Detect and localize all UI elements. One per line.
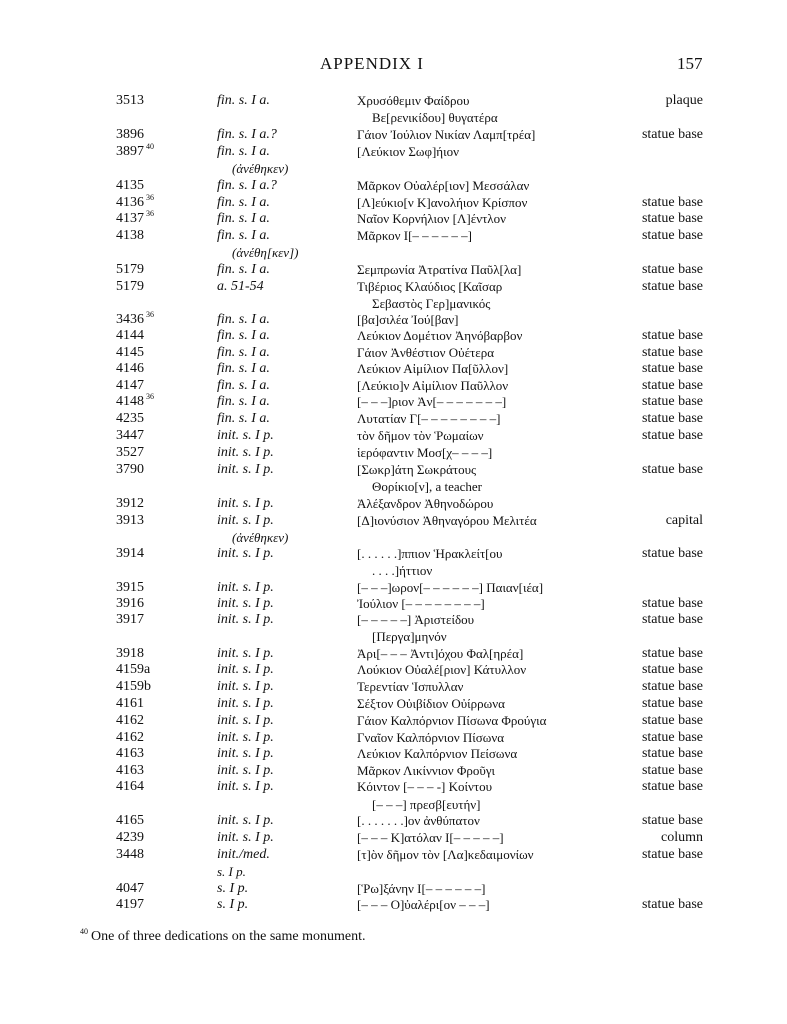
inscription-number-text: 4239: [116, 830, 144, 845]
monument-type-cell: statue base: [641, 546, 703, 561]
inscription-number: [116, 311, 154, 328]
table-row: [0, 393, 787, 410]
date-continuation: (ἀνέθηκεν): [232, 161, 289, 176]
continuation-line: [0, 562, 787, 579]
monument-type-cell: statue base: [641, 813, 703, 828]
date-cell: init. s. I p.: [217, 746, 274, 761]
greek-text-cell: [. . . . . .]ππιον Ἡρακλείτ[ου: [357, 546, 503, 561]
inscription-number: [116, 92, 144, 109]
greek-text-cell: [– – –]ωρον[– – – – – –] Παιαν[ιέα]: [357, 580, 544, 595]
table-row: [0, 712, 787, 729]
date-cell: fin. s. I a.: [217, 328, 270, 343]
inscription-number: [116, 762, 144, 779]
greek-text-cell: Ναῖον Κορνήλιον [Λ]έντλον: [357, 211, 506, 226]
inscription-number: [116, 695, 144, 712]
date-cell: init. s. I p.: [217, 462, 274, 477]
inscription-number-text: 5179: [116, 262, 144, 277]
table-row: [0, 729, 787, 746]
inscription-number-text: 4163: [116, 746, 144, 761]
monument-type-cell: statue base: [641, 612, 703, 627]
footnote-ref: 36: [146, 392, 154, 402]
inscription-number-text: 4235: [116, 411, 144, 426]
inscription-number: [116, 611, 144, 628]
greek-text-cell: Τιβέριος Κλαύδιος [Καῖσαρ: [357, 279, 503, 294]
inscription-number: [116, 444, 144, 461]
monument-type-cell: statue base: [641, 730, 703, 745]
table-row: [0, 327, 787, 344]
continuation-line: [0, 478, 787, 495]
table-row: [0, 678, 787, 695]
inscription-number: [116, 461, 144, 478]
date-cell: fin. s. I a.: [217, 394, 270, 409]
monument-type-cell: statue base: [641, 646, 703, 661]
inscription-number: [116, 729, 144, 746]
greek-text-cell: τὸν δῆμον τὸν Ῥωμαίων: [357, 428, 484, 443]
header-title: APPENDIX I: [320, 54, 424, 73]
inscription-number: [116, 812, 144, 829]
inscription-number: [116, 495, 144, 512]
date-cell: init. s. I p.: [217, 428, 274, 443]
greek-text-cell: [Σωκρ]άτη Σωκράτους: [357, 462, 477, 477]
table-row: [0, 461, 787, 478]
inscription-number-text: 4145: [116, 345, 144, 360]
inscription-number: [116, 778, 144, 795]
text-continuation: . . . .]ήττιον: [372, 563, 433, 578]
inscription-number: [116, 278, 144, 295]
footnote-ref: 36: [146, 193, 154, 203]
text-continuation: Βε[ρενικίδου] θυγατέρα: [372, 110, 498, 125]
table-row: [0, 829, 787, 846]
inscription-number-text: 3896: [116, 127, 144, 142]
inscription-number: [116, 829, 144, 846]
date-continuation: (ἀνέθηκεν): [232, 530, 289, 545]
monument-type-cell: statue base: [641, 328, 703, 343]
greek-text-cell: [– – – – –] Ἀριστείδου: [357, 612, 475, 627]
inscription-number-text: 3436: [116, 312, 144, 327]
table-row: [0, 812, 787, 829]
date-cell: init. s. I p.: [217, 596, 274, 611]
inscription-number-text: 4135: [116, 178, 144, 193]
date-cell: init. s. I p.: [217, 445, 274, 460]
date-cell: fin. s. I a.: [217, 228, 270, 243]
monument-type-cell: statue base: [641, 713, 703, 728]
continuation-line: [0, 244, 787, 261]
table-row: [0, 512, 787, 529]
inscription-number-text: 4159a: [116, 662, 151, 677]
table-row: [0, 778, 787, 795]
greek-text-cell: Λεύκιον Καλπόρνιον Πείσωνα: [357, 746, 518, 761]
inscription-number-text: 4147: [116, 378, 144, 393]
inscription-number-text: 3917: [116, 612, 144, 627]
greek-text-cell: Λεύκιον Αἰμίλιον Πα[ῦλλον]: [357, 361, 509, 376]
inscription-number-text: 3527: [116, 445, 144, 460]
inscription-number: [116, 327, 144, 344]
inscription-number-text: 3447: [116, 428, 144, 443]
inscription-number-text: 3915: [116, 580, 144, 595]
inscription-number: [116, 393, 154, 410]
monument-type-cell: statue base: [641, 127, 703, 142]
inscription-number: [116, 595, 144, 612]
date-cell: fin. s. I a.: [217, 411, 270, 426]
inscription-number-text: 4047: [116, 881, 144, 896]
inscription-number-text: 4136: [116, 195, 144, 210]
greek-text-cell: Ἰούλιον [– – – – – – – –]: [357, 596, 485, 611]
table-row: [0, 261, 787, 278]
date-cell: fin. s. I a.: [217, 345, 270, 360]
greek-text-cell: Μᾶρκον Οὐαλέρ[ιον] Μεσσάλαν: [357, 178, 530, 193]
inscription-number: [116, 261, 144, 278]
inscription-number: [116, 143, 154, 160]
monument-type-cell: statue base: [641, 211, 703, 226]
date-cell: fin. s. I a.: [217, 144, 270, 159]
table-row: [0, 745, 787, 762]
greek-text-cell: Μᾶρκον Ι[– – – – – –]: [357, 228, 472, 243]
table-row: [0, 896, 787, 913]
table-row: [0, 611, 787, 628]
date-cell: init. s. I p.: [217, 763, 274, 778]
page-number: 157: [677, 54, 703, 73]
monument-type-cell: statue base: [641, 279, 703, 294]
continuation-line: [0, 796, 787, 813]
running-header: [0, 54, 787, 76]
greek-text-cell: ἱερόφαντιν Μοσ[χ– – – –]: [357, 445, 493, 460]
date-cell: init. s. I p.: [217, 713, 274, 728]
continuation-line: [0, 863, 787, 880]
date-cell: fin. s. I a.: [217, 93, 270, 108]
table-row: [0, 444, 787, 461]
text-continuation: [– – –] πρεσβ[ευτήν]: [372, 797, 481, 812]
table-row: [0, 645, 787, 662]
inscription-number-text: 4197: [116, 897, 144, 912]
monument-type-cell: statue base: [641, 411, 703, 426]
date-cell: init. s. I p.: [217, 696, 274, 711]
inscription-number: [116, 344, 144, 361]
inscription-number-text: 4162: [116, 730, 144, 745]
inscription-number-text: 3448: [116, 847, 144, 862]
inscription-number: [116, 645, 144, 662]
monument-type-cell: statue base: [641, 378, 703, 393]
inscription-number: [116, 210, 154, 227]
date-cell: init. s. I p.: [217, 580, 274, 595]
table-row: [0, 278, 787, 295]
continuation-line: [0, 295, 787, 312]
greek-text-cell: [Ῥω]ξάνην Ι[– – – – – –]: [357, 881, 486, 896]
inscription-number-text: 3914: [116, 546, 144, 561]
date-cell: fin. s. I a.: [217, 211, 270, 226]
inscription-number-text: 3912: [116, 496, 144, 511]
inscription-number-text: 4164: [116, 779, 144, 794]
date-cell: fin. s. I a.: [217, 378, 270, 393]
date-continuation: (ἀνέθη[κεν]): [232, 245, 299, 260]
date-cell: init./med.: [217, 847, 270, 862]
greek-text-cell: Μᾶρκον Λικίννιον Φροῦγι: [357, 763, 496, 778]
date-cell: fin. s. I a.: [217, 361, 270, 376]
table-row: [0, 880, 787, 897]
footnote-text: One of three dedications on the same monument.: [91, 929, 366, 944]
greek-text-cell: Κόιντον [– – – -] Κοίντου: [357, 779, 493, 794]
inscription-number-text: 4162: [116, 713, 144, 728]
table-row: [0, 595, 787, 612]
table-row: [0, 661, 787, 678]
table-row: [0, 579, 787, 596]
inscription-number-text: 5179: [116, 279, 144, 294]
text-continuation: Θορίκιο[ν], a teacher: [372, 479, 482, 494]
monument-type-cell: statue base: [641, 462, 703, 477]
inscription-number-text: 4159b: [116, 679, 151, 694]
date-cell: s. I p.: [217, 881, 249, 896]
monument-type-cell: statue base: [641, 662, 703, 677]
monument-type-cell: statue base: [641, 361, 703, 376]
greek-text-cell: Λυτατίαν Γ[– – – – – – – –]: [357, 411, 501, 426]
table-row: [0, 126, 787, 143]
inscription-number-text: 3897: [116, 144, 144, 159]
greek-text-cell: Σεμπρωνία Ἀτρατίνα Παῦλ[λα]: [357, 262, 522, 277]
date-cell: init. s. I p.: [217, 612, 274, 627]
inscription-number: [116, 661, 150, 678]
date-cell: fin. s. I a.: [217, 262, 270, 277]
monument-type-cell: statue base: [641, 596, 703, 611]
greek-text-cell: Λεύκιον Δομέτιον Ἀηνόβαρβον: [357, 328, 523, 343]
monument-type-cell: statue base: [641, 428, 703, 443]
inscription-number: [116, 712, 144, 729]
date-cell: a. 51-54: [217, 279, 264, 294]
table-row: [0, 545, 787, 562]
greek-text-cell: [τ]ὸν δῆμον τὸν [Λα]κεδαιμονίων: [357, 847, 534, 862]
table-row: [0, 194, 787, 211]
continuation-line: [0, 109, 787, 126]
monument-type-cell: statue base: [641, 779, 703, 794]
table-row: [0, 92, 787, 109]
inscription-number-text: 3918: [116, 646, 144, 661]
date-cell: fin. s. I a.?: [217, 178, 277, 193]
footnote-ref: 36: [146, 310, 154, 320]
date-cell: s. I p.: [217, 897, 249, 912]
date-cell: init. s. I p.: [217, 779, 274, 794]
monument-type-cell: statue base: [641, 228, 703, 243]
monument-type-cell: statue base: [641, 195, 703, 210]
inscription-number-text: 4137: [116, 211, 144, 226]
continuation-line: [0, 160, 787, 177]
date-cell: init. s. I p.: [217, 730, 274, 745]
table-row: [0, 495, 787, 512]
monument-type-cell: plaque: [665, 93, 703, 108]
greek-text-cell: [Λεύκιον Σωφ]ήιον: [357, 144, 459, 159]
inscription-number-text: 4163: [116, 763, 144, 778]
table-row: [0, 427, 787, 444]
date-cell: init. s. I p.: [217, 496, 274, 511]
greek-text-cell: [. . . . . . .]ον ἀνθύπατον: [357, 813, 480, 828]
monument-type-cell: statue base: [641, 345, 703, 360]
inscription-number-text: 4146: [116, 361, 144, 376]
inscription-number-text: 3913: [116, 513, 144, 528]
greek-text-cell: [Λ]εύκιο[ν Κ]ανολήιον Κρίσπον: [357, 195, 528, 210]
date-continuation: s. I p.: [217, 864, 246, 879]
table-row: [0, 311, 787, 328]
date-cell: init. s. I p.: [217, 513, 274, 528]
date-cell: init. s. I p.: [217, 662, 274, 677]
greek-text-cell: [Δ]ιονύσιον Ἀθηναγόρου Μελιτέα: [357, 513, 537, 528]
inscription-number-text: 4144: [116, 328, 144, 343]
inscription-number-text: 4161: [116, 696, 144, 711]
inscription-number: [116, 678, 151, 695]
footnote-marker: 40: [80, 927, 88, 937]
greek-text-cell: [βα]σιλέα Ἰού[βαν]: [357, 312, 459, 327]
inscription-number: [116, 846, 144, 863]
monument-type-cell: statue base: [641, 746, 703, 761]
monument-type-cell: statue base: [641, 897, 703, 912]
greek-text-cell: Λούκιον Οὐαλέ[ριον] Κάτυλλον: [357, 662, 527, 677]
inscription-number-text: 4148: [116, 394, 144, 409]
footnote-ref: 40: [146, 142, 154, 152]
table-row: [0, 143, 787, 160]
date-cell: init. s. I p.: [217, 646, 274, 661]
inscription-number-text: 3916: [116, 596, 144, 611]
monument-type-cell: column: [661, 830, 703, 845]
inscription-number: [116, 579, 144, 596]
inscription-number: [116, 227, 144, 244]
monument-type-cell: statue base: [641, 847, 703, 862]
inscription-number-text: 4165: [116, 813, 144, 828]
greek-text-cell: Σέξτον Οὐιβίδιον Οὐίρρωνα: [357, 696, 505, 711]
inscription-number: [116, 745, 144, 762]
date-cell: fin. s. I a.: [217, 195, 270, 210]
monument-type-cell: statue base: [641, 696, 703, 711]
inscription-number: [116, 545, 144, 562]
inscription-number: [116, 427, 144, 444]
footnote: [80, 928, 365, 945]
table-row: [0, 227, 787, 244]
date-cell: init. s. I p.: [217, 813, 274, 828]
monument-type-cell: statue base: [641, 394, 703, 409]
greek-text-cell: [– – – Ο]ὐαλέρι[ον – – –]: [357, 897, 490, 912]
table-row: [0, 360, 787, 377]
greek-text-cell: Γάιον Ἰούλιον Νικίαν Λαμπ[τρέα]: [357, 127, 536, 142]
date-cell: init. s. I p.: [217, 830, 274, 845]
footnote-ref: 36: [146, 209, 154, 219]
inscription-number: [116, 126, 144, 143]
inscription-number-text: 4138: [116, 228, 144, 243]
monument-type-cell: statue base: [641, 262, 703, 277]
text-continuation: Σεβαστὸς Γερ]μανικός: [372, 296, 491, 311]
inscription-number: [116, 410, 144, 427]
monument-type-cell: capital: [665, 513, 703, 528]
table-row: [0, 177, 787, 194]
greek-text-cell: Γάιον Ἀνθέστιον Οὐέτερα: [357, 345, 495, 360]
table-row: [0, 695, 787, 712]
inscription-number: [116, 512, 144, 529]
date-cell: init. s. I p.: [217, 679, 274, 694]
table-row: [0, 377, 787, 394]
table-row: [0, 846, 787, 863]
inscription-number: [116, 880, 144, 897]
greek-text-cell: Γάιον Καλπόρνιον Πίσωνα Φρούγια: [357, 713, 547, 728]
greek-text-cell: Τερεντίαν Ἱσπυλλαν: [357, 679, 464, 694]
greek-text-cell: [– – –]ριον Ἀν[– – – – – – –]: [357, 394, 507, 409]
greek-text-cell: [Λεύκιο]ν Αἰμίλιον Παῦλλον: [357, 378, 509, 393]
inscription-number: [116, 377, 144, 394]
table-row: [0, 410, 787, 427]
greek-text-cell: Ἀλέξανδρον Ἀθηνοδώρου: [357, 496, 494, 511]
date-cell: fin. s. I a.?: [217, 127, 277, 142]
table-row: [0, 762, 787, 779]
continuation-line: [0, 529, 787, 546]
text-continuation: [Περγα]μηνόν: [372, 629, 447, 644]
greek-text-cell: Γναῖον Καλπόρνιον Πίσωνα: [357, 730, 505, 745]
inscription-number: [116, 177, 144, 194]
table-row: [0, 210, 787, 227]
inscription-number-text: 3790: [116, 462, 144, 477]
inscription-number: [116, 896, 144, 913]
monument-type-cell: statue base: [641, 763, 703, 778]
monument-type-cell: statue base: [641, 679, 703, 694]
greek-text-cell: Ἀρι[– – – Ἀντι]όχου Φαλ[ηρέα]: [357, 646, 524, 661]
inscription-number: [116, 360, 144, 377]
greek-text-cell: [– – – Κ]ατόλαν Ι[– – – – –]: [357, 830, 504, 845]
table-row: [0, 344, 787, 361]
continuation-line: [0, 628, 787, 645]
date-cell: init. s. I p.: [217, 546, 274, 561]
date-cell: fin. s. I a.: [217, 312, 270, 327]
greek-text-cell: Χρυσόθεμιν Φαίδρου: [357, 93, 470, 108]
inscription-number-text: 3513: [116, 93, 144, 108]
